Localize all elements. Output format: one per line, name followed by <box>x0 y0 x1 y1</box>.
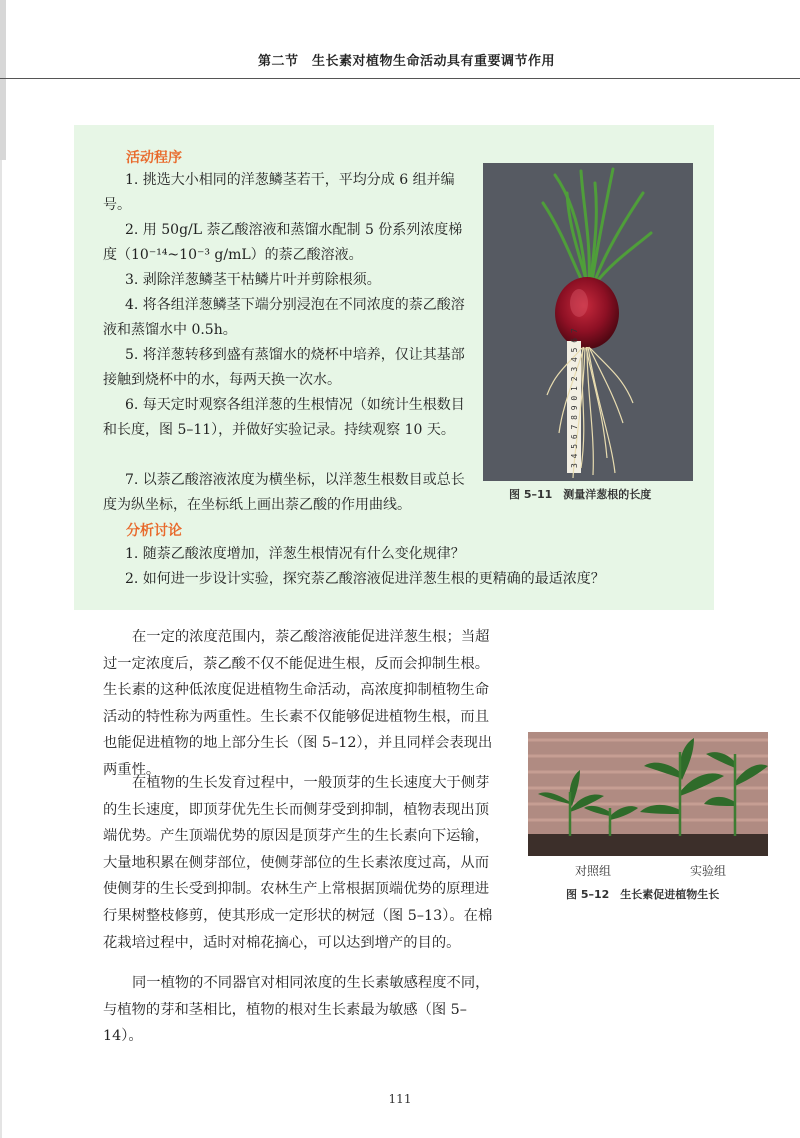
ruler-digits: 3 4 5 6 7 8 9 0 1 2 3 4 5 6 7 <box>570 328 579 468</box>
page-edge-shadow <box>0 0 6 160</box>
discussion-title: 分析讨论 <box>126 523 182 539</box>
header-title: 第二节 生长素对植物生命活动具有重要调节作用 <box>257 54 555 69</box>
procedure-title: 活动程序 <box>126 150 182 166</box>
discussion-question-1: 1. 随萘乙酸浓度增加，洋葱生根情况有什么变化规律？ <box>125 546 465 562</box>
body-paragraph-3: 同一植物的不同器官对相同浓度的生长素敏感程度不同，与植物的芽和茎相比，植物的根对生长素最为敏感（图 5–14）。 <box>103 975 490 1045</box>
figure-5-11-caption: 图 5–11 测量洋葱根的长度 <box>509 488 652 501</box>
activity-step-5: 5. 将洋葱转移到盛有蒸馏水的烧杯中培养，仅让其基部接触到烧杯中的水，每两天换一次水。 <box>103 347 465 388</box>
activity-step-3: 3. 剥除洋葱鳞茎干枯鳞片叶并剪除根须。 <box>125 272 381 288</box>
discussion-question-2: 2. 如何进一步设计实验，探究萘乙酸溶液促进洋葱生根的更精确的最适浓度？ <box>125 571 605 587</box>
header-rule <box>0 78 800 79</box>
control-group-label: 对照组 <box>575 864 612 878</box>
figure-5-12-caption: 图 5–12 生长素促进植物生长 <box>566 888 720 901</box>
activity-step-2: 2. 用 50g/L 萘乙酸溶液和蒸馏水配制 5 份系列浓度梯度（10⁻¹⁴~10⁻³ g/mL）的萘乙酸溶液。 <box>103 222 463 263</box>
activity-step-1: 1. 挑选大小相同的洋葱鳞茎若干，平均分成 6 组并编号。 <box>103 172 455 213</box>
page-edge-line <box>0 160 2 1138</box>
onion-illustration <box>483 163 693 481</box>
onion-root-photo <box>483 163 693 481</box>
activity-step-4: 4. 将各组洋葱鳞茎下端分别浸泡在不同浓度的萘乙酸溶液和蒸馏水中 0.5h。 <box>103 297 465 338</box>
activity-step-6: 6. 每天定时观察各组洋葱的生根情况（如统计生根数目和长度，图 5–11），并做好实验记录。持续观察 10 天。 <box>103 397 465 438</box>
running-header <box>0 50 800 76</box>
plants-illustration <box>528 732 768 856</box>
body-paragraph-2: 在植物的生长发育过程中，一般顶芽的生长速度大于侧芽的生长速度，即顶芽优先生长而侧芽受到抑制，植物表现出顶端优势。产生顶端优势的原因是顶芽产生的生长素向下运输，大量地积累在侧芽部位，使侧芽部位的生长素浓度过高，从而使侧芽的生长受到抑制。农林生产上常根据顶端优势的原理进行果树整枝修剪，使其形成一定形状的树冠（图 5–13）。在棉花栽培过程中，适时对棉花摘心，可以达到增产的目的。 <box>103 775 493 951</box>
page-number: 111 <box>388 1092 412 1106</box>
experiment-group-label: 实验组 <box>690 864 727 878</box>
plant-growth-photo <box>528 732 768 856</box>
body-paragraph-1: 在一定的浓度范围内，萘乙酸溶液能促进洋葱生根；当超过一定浓度后，萘乙酸不仅不能促进生根，反而会抑制生根。生长素的这种低浓度促进植物生命活动，高浓度抑制植物生命活动的特性称为两重性。生长素不仅能够促进植物生根，而且也能促进植物的地上部分生长（图 5–12），并且同样会表现出两重性。 <box>103 629 493 778</box>
activity-step-7: 7. 以萘乙酸溶液浓度为横坐标，以洋葱生根数目或总长度为纵坐标，在坐标纸上画出萘乙酸的作用曲线。 <box>103 472 465 513</box>
